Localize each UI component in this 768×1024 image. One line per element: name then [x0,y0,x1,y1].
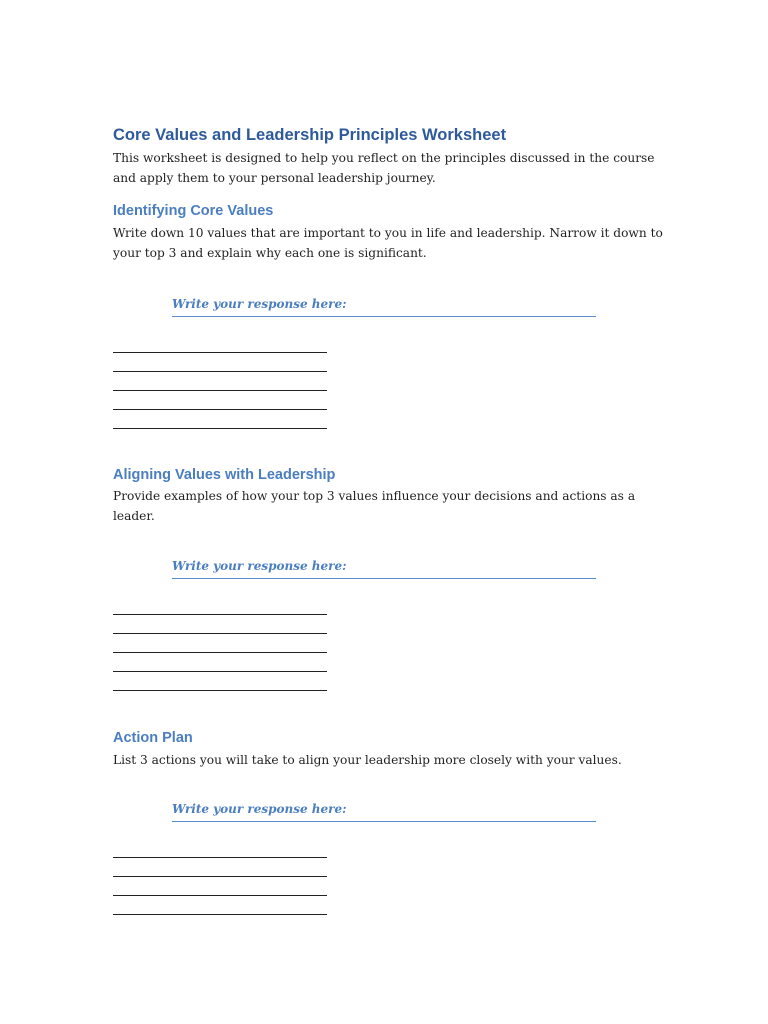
answer-line[interactable] [113,877,327,896]
response-field[interactable] [172,296,596,317]
answer-lines [113,596,327,691]
section-heading: Identifying Core Values [113,203,274,219]
response-field[interactable] [172,558,596,579]
response-label: Write your response here: [172,297,347,311]
section-prompt: List 3 actions you will take to align your leadership more closely with your values. [113,753,622,767]
answer-line[interactable] [113,391,327,410]
intro-paragraph: This worksheet is designed to help you reflect on the principles discussed in the course and apply them to your personal leadership journey. [113,151,655,185]
answer-line[interactable] [113,858,327,877]
answer-line[interactable] [113,615,327,634]
section-heading: Action Plan [113,730,193,746]
answer-line[interactable] [113,353,327,372]
answer-lines [113,334,327,429]
answer-line[interactable] [113,653,327,672]
section-aligning-values [113,465,673,691]
answer-line[interactable] [113,672,327,691]
section-prompt: Provide examples of how your top 3 values influence your decisions and actions as a leader. [113,489,636,523]
answer-line[interactable] [113,334,327,353]
answer-line[interactable] [113,410,327,429]
answer-line[interactable] [113,634,327,653]
section-action-plan [113,728,673,915]
section-prompt: Write down 10 values that are important to you in life and leadership. Narrow it down to your top 3 and explain why each one is significant. [113,226,663,260]
response-label: Write your response here: [172,559,347,573]
answer-line[interactable] [113,596,327,615]
worksheet-page [113,124,673,915]
section-heading: Aligning Values with Leadership [113,467,336,483]
answer-lines [113,839,327,915]
answer-line[interactable] [113,839,327,858]
answer-line[interactable] [113,372,327,391]
answer-line[interactable] [113,896,327,915]
section-identifying-core-values [113,201,673,429]
page-title: Core Values and Leadership Principles Worksheet [113,126,507,144]
response-label: Write your response here: [172,802,347,816]
response-field[interactable] [172,801,596,822]
